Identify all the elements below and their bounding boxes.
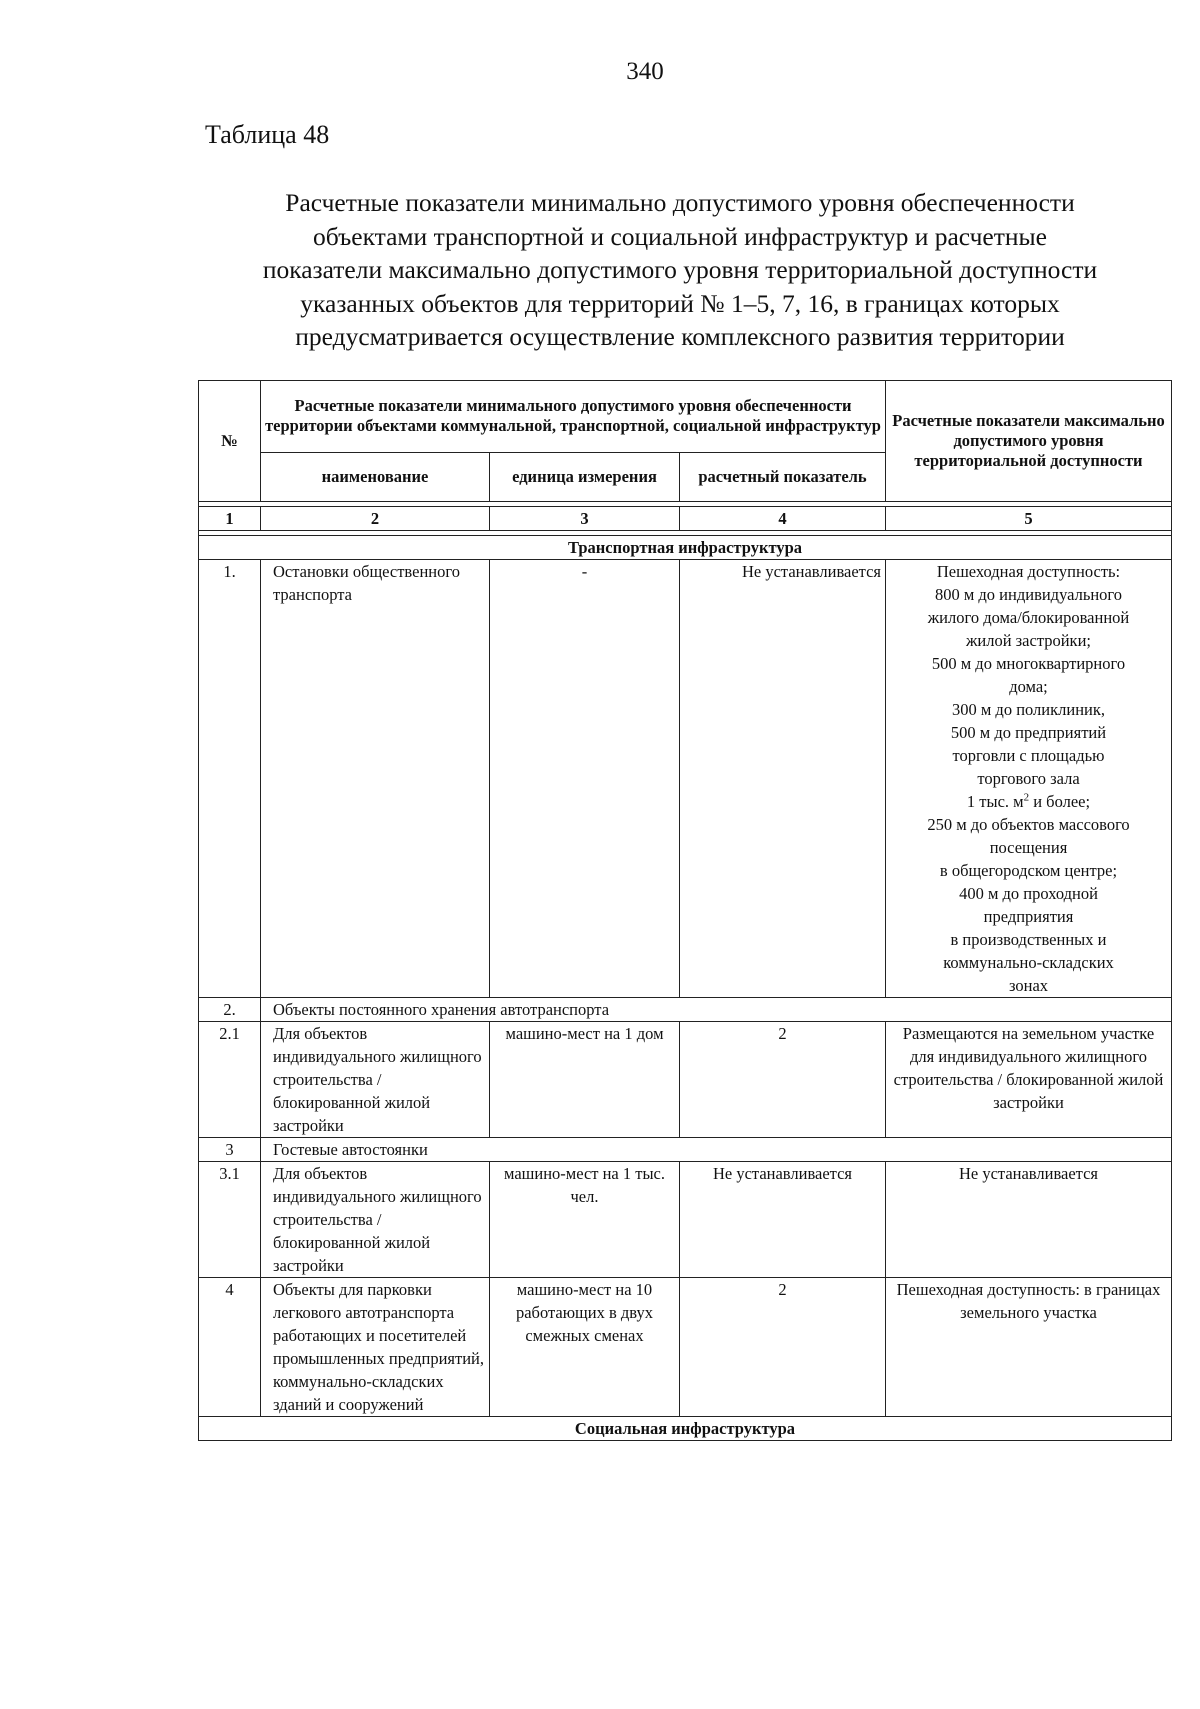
section-social (199, 1417, 1172, 1441)
table-row (199, 1162, 1172, 1278)
indicators-table (198, 380, 1172, 1441)
superscript: 2 (1023, 791, 1030, 804)
access-line: 800 м до индивидуального (934, 585, 1123, 604)
access-text: и более; (1029, 792, 1091, 811)
index-cell: 2 (261, 507, 490, 531)
title-line: предусматривается осуществление комплексного развития территории (295, 322, 1065, 351)
access-line: в производственных и (950, 930, 1107, 949)
title-line: Расчетные показатели минимально допустимого уровня обеспеченности (285, 188, 1075, 217)
row-num: 2.1 (199, 1022, 261, 1138)
row-name: Остановки общественного транспорта (261, 560, 490, 998)
title-line: указанных объектов для территорий № 1–5, 7, 16, в границах которых (300, 288, 1060, 318)
access-line: в общегородском центре; (939, 861, 1118, 880)
access-line: жилой застройки; (965, 631, 1091, 650)
table-row (199, 560, 1172, 998)
row-access: Размещаются на земельном участке для индивидуального жилищного строительства / блокированной жилой застройки (886, 1022, 1172, 1138)
access-line: 500 м до предприятий (950, 723, 1107, 742)
access-text: 1 тыс. м (966, 792, 1024, 811)
row-unit: машино-мест на 10 работающих в двух смежных сменах (490, 1278, 680, 1417)
row-name: Гостевые автостоянки (261, 1138, 1172, 1162)
row-num: 3 (199, 1138, 261, 1162)
header-unit: единица измерения (490, 452, 680, 501)
header-name: наименование (261, 452, 490, 501)
header-num: № (199, 381, 261, 502)
row-value: 2 (680, 1022, 886, 1138)
row-unit: машино-мест на 1 тыс. чел. (490, 1162, 680, 1278)
row-unit: - (490, 560, 680, 998)
access-line: 300 м до поликлиник, (951, 700, 1106, 719)
section-title: Транспортная инфраструктура (199, 536, 1172, 560)
table-row (199, 1278, 1172, 1417)
row-num: 1. (199, 560, 261, 998)
row-name: Для объектов индивидуального жилищного строительства / блокированной жилой застройки (261, 1022, 490, 1138)
access-line: 400 м до проходной (959, 884, 1098, 903)
row-value: Не устанавливается (680, 1162, 886, 1278)
row-access: Не устанавливается (886, 1162, 1172, 1278)
access-line: Пешеходная доступность: (936, 562, 1121, 581)
access-line (890, 790, 1167, 813)
column-index-row (199, 507, 1172, 531)
access-line: зонах (1008, 976, 1049, 995)
index-cell: 5 (886, 507, 1172, 531)
row-value: 2 (680, 1278, 886, 1417)
row-access (886, 560, 1172, 998)
row-name: Объекты для парковки легкового автотранспорта работающих и посетителей промышленных предприятий, коммунально-складских зданий и сооружений (261, 1278, 490, 1417)
access-line: дома; (1009, 677, 1048, 696)
section-transport (199, 536, 1172, 560)
title-line: показатели максимально допустимого уровня территориальной доступности (262, 255, 1098, 284)
row-access: Пешеходная доступность: в границах земельного участка (886, 1278, 1172, 1417)
table-row (199, 998, 1172, 1022)
access-line: 500 м до многоквартирного (931, 654, 1126, 673)
header-group: Расчетные показатели минимального допустимого уровня обеспеченности территории объектами коммунальной, транспортной, социальной инфраструктур (261, 381, 886, 453)
access-line: посещения (989, 838, 1068, 857)
row-num: 2. (199, 998, 261, 1022)
table-row (199, 1022, 1172, 1138)
header-value: расчетный показатель (680, 452, 886, 501)
table-row (199, 1138, 1172, 1162)
document-title (200, 186, 1160, 354)
title-line: объектами транспортной и социальной инфраструктур и расчетные (313, 221, 1047, 251)
index-cell: 4 (680, 507, 886, 531)
header-access: Расчетные показатели максимально допустимого уровня территориальной доступности (886, 381, 1172, 502)
index-cell: 3 (490, 507, 680, 531)
row-value: Не устанавливается (680, 560, 886, 998)
row-name: Для объектов индивидуального жилищного строительства / блокированной жилой застройки (261, 1162, 490, 1278)
access-line: жилого дома/блокированной (927, 608, 1130, 627)
row-unit: машино-мест на 1 дом (490, 1022, 680, 1138)
access-line: 250 м до объектов массового (927, 815, 1130, 834)
section-title: Социальная инфраструктура (199, 1417, 1172, 1441)
row-num: 3.1 (199, 1162, 261, 1278)
table-label: Таблица 48 (205, 120, 330, 149)
access-line: коммунально-складских (943, 953, 1114, 972)
access-line: торговли с площадью (952, 746, 1105, 765)
page-number: 340 (626, 58, 664, 85)
access-line: торгового зала (977, 769, 1080, 788)
access-line: предприятия (983, 907, 1074, 926)
index-cell: 1 (199, 507, 261, 531)
header-row-top (199, 381, 1172, 453)
row-num: 4 (199, 1278, 261, 1417)
row-name: Объекты постоянного хранения автотранспорта (261, 998, 1172, 1022)
